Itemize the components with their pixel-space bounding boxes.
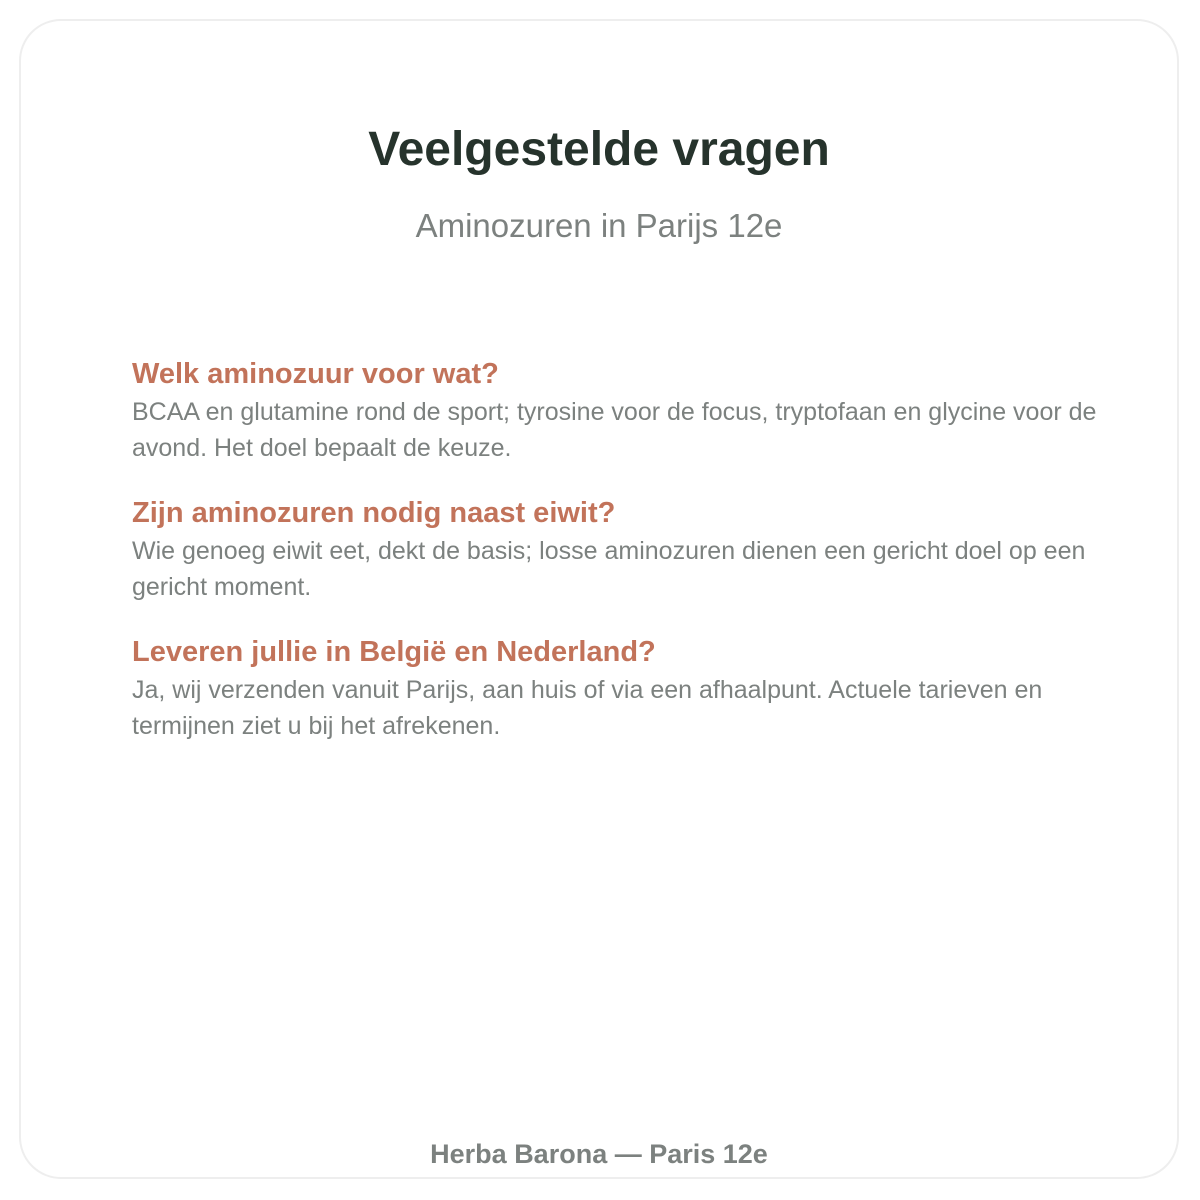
faq-card [19, 19, 1179, 1179]
faq-item [132, 354, 1122, 493]
page-subtitle: Aminozuren in Parijs 12e [415, 207, 783, 244]
faq-list [132, 354, 1122, 771]
page-title: Veelgestelde vragen [368, 123, 830, 176]
faq-item [132, 632, 1122, 771]
faq-question: Welk aminozuur voor wat? [132, 358, 499, 390]
footer-brand: Herba Barona — Paris 12e [430, 1139, 768, 1169]
faq-question: Leveren jullie in België en Nederland? [132, 636, 656, 668]
faq-question: Zijn aminozuren nodig naast eiwit? [132, 497, 616, 529]
faq-answer: BCAA en glutamine rond de sport; tyrosine voor de focus, tryptofaan en glycine voor de avond. Het doel bepaalt de keuze. [132, 398, 1097, 462]
faq-answer: Ja, wij verzenden vanuit Parijs, aan huis of via een afhaalpunt. Actuele tarieven en termijnen ziet u bij het afrekenen. [132, 676, 1043, 740]
faq-item [132, 493, 1122, 632]
faq-answer: Wie genoeg eiwit eet, dekt de basis; losse aminozuren dienen een gericht doel op een gericht moment. [132, 537, 1086, 601]
